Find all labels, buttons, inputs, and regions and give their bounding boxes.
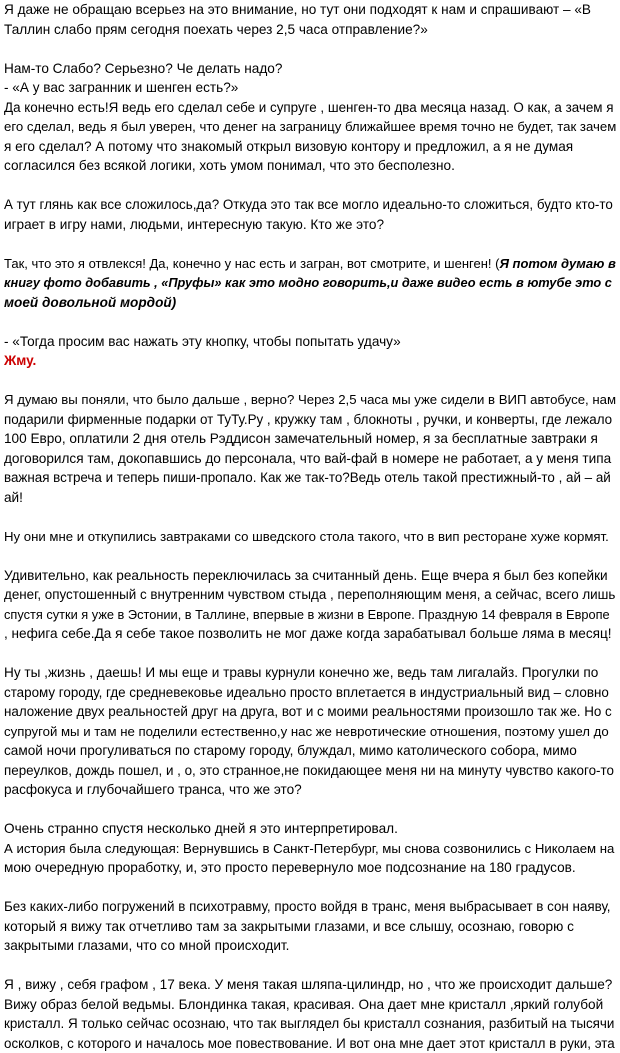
plain-text: Так, что это я отвлекся! Да, конечно у нас есть и загран, вот смотрите, и шенген! ( bbox=[4, 256, 499, 271]
text-line: Нам-то Слабо? Серьезно? Че делать надо? bbox=[4, 59, 616, 79]
text-line: Ну ты ,жизнь , даешь! И мы еще и травы курнули конечно же, ведь там лигалайз. Прогулки по bbox=[4, 663, 616, 683]
italic-aside-line: книгу фото добавить , «Пруфы» как это модно говорить,и даже видео есть в ютубе это с bbox=[4, 273, 616, 293]
text-line: - «А у вас загранник и шенген есть?» bbox=[4, 78, 616, 98]
text-line: денег, опустошенный с внутренним чувством стыда , переполняющим меня, а сейчас, всего лишь bbox=[4, 585, 616, 605]
text-line: самой ночи прогуливаться по старому городу, блуждал, мимо католического собора, мимо bbox=[4, 741, 616, 761]
text-line: Без каких-либо погружений в психотравму, просто войдя в транс, меня выбрасывает в сон наяву, bbox=[4, 897, 616, 917]
text-line-mixed bbox=[4, 254, 616, 274]
text-line: его сделал, ведь я был уверен, что денег на заграницу ближайшее время точно не будет, так зачем bbox=[4, 117, 616, 137]
text-line: старому городу, где средневековье идеально просто вплетается в индустриальный вид – словно bbox=[4, 683, 616, 703]
paragraph-7 bbox=[4, 527, 616, 547]
text-line: осколков, с которого и началось мое повествование. И вот она мне дает этот кристалл в руки, эта bbox=[4, 1034, 616, 1053]
text-line: А история была следующая: Вернувшись в Санкт-Петербург, мы снова созвонились с Николаем на bbox=[4, 839, 616, 859]
paragraph-12 bbox=[4, 975, 616, 1053]
text-line: который я вижу так отчетливо там за закрытыми глазами, и все слышу, осознаю, говорю с bbox=[4, 917, 616, 937]
text-line: договорился там, докопавшись до персонала, что вай-фай в номере не работает, а у меня типа bbox=[4, 449, 616, 469]
text-line: подарили фирменные подарки от ТуТу.Ру , кружку там , блокноты , ручки, и конверты, где лежало bbox=[4, 410, 616, 430]
paragraph-4 bbox=[4, 254, 616, 313]
highlighted-red-text: Жму. bbox=[4, 351, 616, 371]
paragraph-8 bbox=[4, 566, 616, 644]
text-line: Вижу образ белой ведьмы. Блондинка такая, красивая. Она дает мне кристалл ,яркий голубой bbox=[4, 995, 616, 1015]
text-line: Я думаю вы поняли, что было дальше , верно? Через 2,5 часа мы уже сидели в ВИП автобусе, нам bbox=[4, 390, 616, 410]
text-line: Удивительно, как реальность переключилась за считанный день. Еще вчера я был без копейки bbox=[4, 566, 616, 586]
text-line: Да конечно есть!Я ведь его сделал себе и супруге , шенген-то два месяца назад. О как, а зачем я bbox=[4, 98, 616, 118]
paragraph-10 bbox=[4, 819, 616, 878]
text-line: А тут глянь как все сложилось,да? Откуда это так все могло идеально-то сложиться, будто кто-то bbox=[4, 195, 616, 215]
paragraph-9 bbox=[4, 663, 616, 800]
paragraph-2 bbox=[4, 59, 616, 176]
text-line: расфокуса и глубочайшего транса, что же это? bbox=[4, 780, 616, 800]
text-line: закрытыми глазами, что со мной происходит. bbox=[4, 936, 616, 956]
paragraph-3 bbox=[4, 195, 616, 234]
italic-aside-line: моей довольной мордой) bbox=[4, 293, 616, 313]
text-line: Таллин слабо прям сегодня поехать через 2,5 часа отправление?» bbox=[4, 20, 616, 40]
text-line: Я даже не обращаю всерьез на это внимание, но тут они подходят к нам и спрашивают – «В bbox=[4, 0, 616, 20]
text-line: играет в игру нами, людьми, интересную такую. Кто же это? bbox=[4, 215, 616, 235]
text-line: важная встреча и теперь пиши-пропало. Как же так-то?Ведь отель такой престижный-то , ай – ай bbox=[4, 468, 616, 488]
text-line: супругой мы и там не поделили естественно,у нас же невротические отношения, поэтому ушел до bbox=[4, 722, 616, 742]
paragraph-6 bbox=[4, 390, 616, 507]
text-line: кристалл. Я только сейчас осознаю, что так выглядел бы кристалл сознания, разбитый на тысячи bbox=[4, 1014, 616, 1034]
text-line: Ну они мне и откупились завтраками со шведского стола такого, что в вип ресторане хуже кормят. bbox=[4, 527, 616, 547]
text-line: ай! bbox=[4, 488, 616, 508]
text-line: наложение двух реальностей друг на друга, вот и с моими реальностями произошло так же. Но с bbox=[4, 702, 616, 722]
text-line: мою очередную проработку, и, это просто перевернуло мое подсознание на 180 градусов. bbox=[4, 858, 616, 878]
text-line: Очень странно спустя несколько дней я это интерпретировал. bbox=[4, 819, 616, 839]
text-line: Я , вижу , себя графом , 17 века. У меня такая шляпа-цилиндр, но , что же происходит дальше? bbox=[4, 975, 616, 995]
text-line: спустя сутки я уже в Эстонии, в Таллине, впервые в жизни в Европе. Праздную 14 февраля в Европе bbox=[4, 605, 616, 625]
text-line: 100 Евро, оплатили 2 дня отель Рэддисон замечательный номер, я за бесплатные завтраки я bbox=[4, 429, 616, 449]
paragraph-11 bbox=[4, 897, 616, 956]
text-line: я его сделал? А потому что знакомый открыл визовую контору и предложил, а я не думая bbox=[4, 137, 616, 157]
italic-aside: Я потом думаю в bbox=[499, 256, 615, 271]
paragraph-1 bbox=[4, 0, 616, 39]
text-line: - «Тогда просим вас нажать эту кнопку, чтобы попытать удачу» bbox=[4, 332, 616, 352]
text-line: , нефига себе.Да я себе такое позволить не мог даже когда зарабатывал больше ляма в месяц! bbox=[4, 624, 616, 644]
paragraph-5 bbox=[4, 332, 616, 371]
text-line: переулков, дождь пошел, и , о, это странное,не покидающее меня ни на минуту чувство какого-то bbox=[4, 761, 616, 781]
text-line: согласился без всякой логики, хоть умом понимал, что это бесполезно. bbox=[4, 156, 616, 176]
